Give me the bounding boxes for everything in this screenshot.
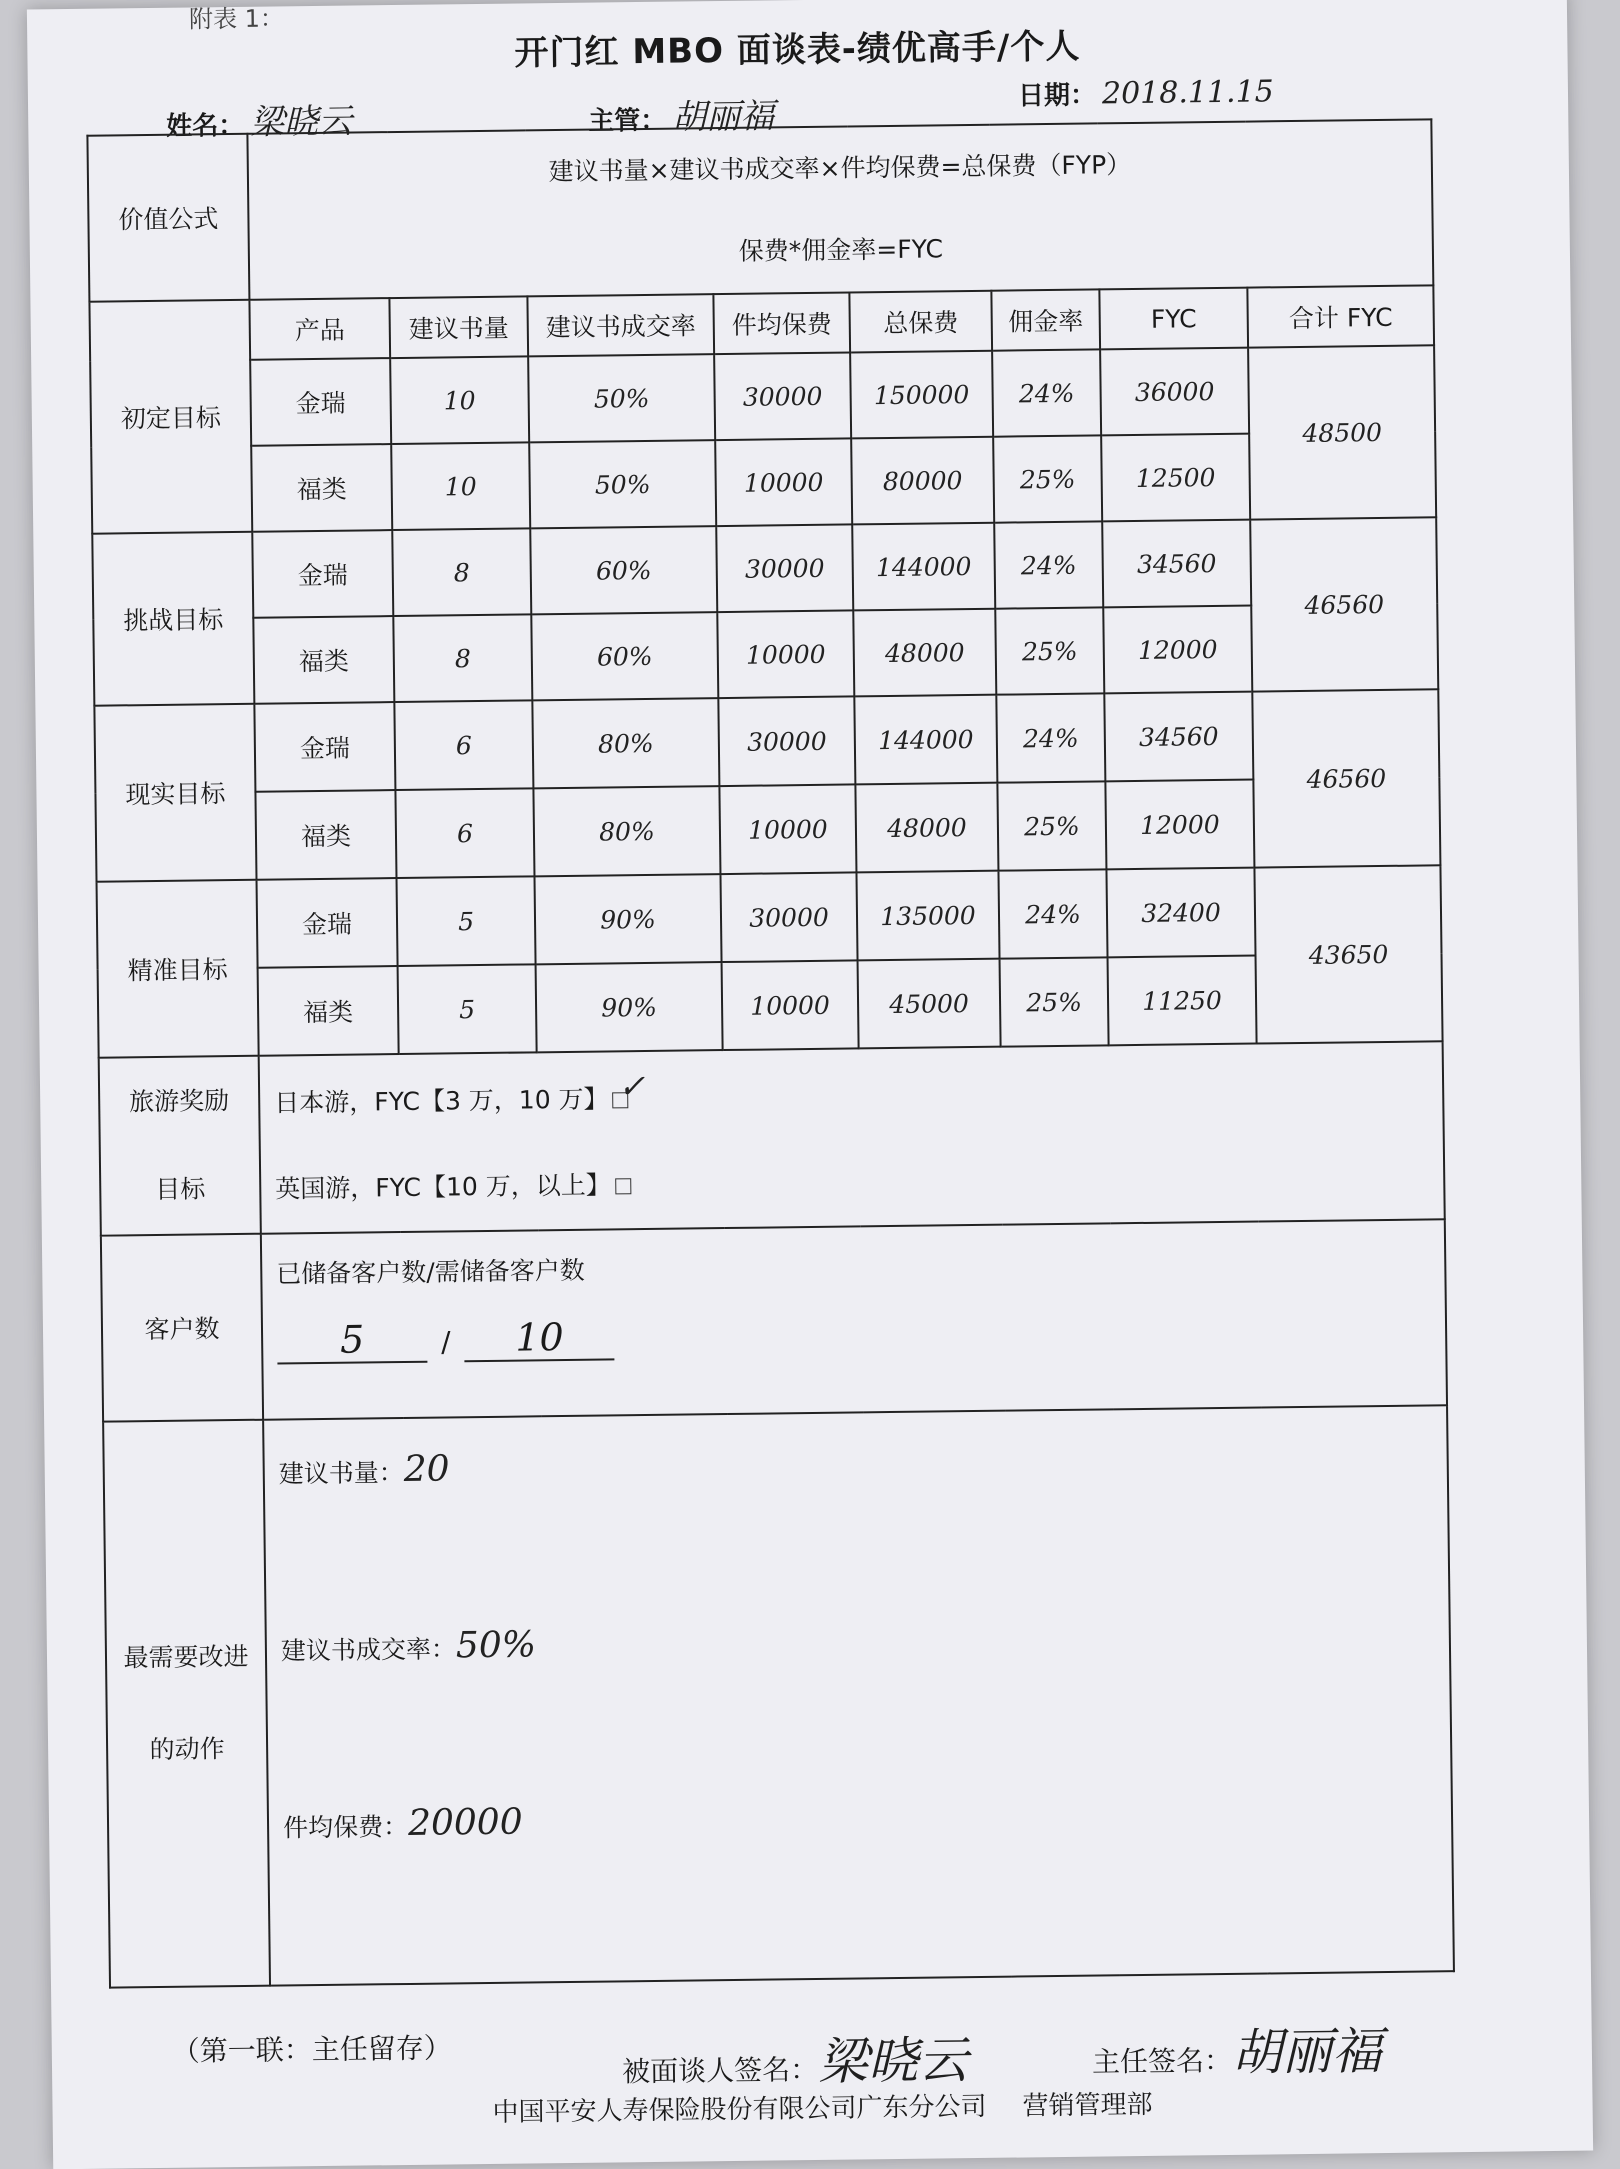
cell-rate: 80% [533,786,720,876]
cell-commission: 24% [998,869,1107,958]
cell-fyc: 11250 [1108,956,1257,1046]
date-value: 2018.11.15 [1101,74,1274,112]
clients-label: 客户数 [101,1234,263,1422]
improvement-content [263,1405,1454,1985]
cell-fyc: 12000 [1103,606,1252,694]
travel-options [259,1041,1445,1233]
cell-proposals: 6 [394,700,533,790]
cell-fyc: 12000 [1105,780,1254,870]
col-header-total-fyc: 合计 FYC [1247,285,1434,347]
clients-row [101,1219,1447,1421]
table-row [94,689,1439,793]
name-value: 梁晓云 [250,101,353,143]
col-header-proposals: 建议书量 [389,296,528,358]
cell-product: 金瑞 [257,878,398,968]
director-signature: 胡丽福 [1231,2022,1383,2082]
cell-product: 福类 [258,966,399,1056]
interviewee-label: 被面谈人签名： [621,2052,819,2089]
cell-avg-premium: 10000 [715,438,852,526]
cell-avg-premium: 30000 [720,872,857,962]
cell-fyc: 12500 [1101,434,1250,522]
table-row [92,517,1437,619]
improvement-item [283,1790,1451,1845]
improvement-label-line-2: 的动作 [149,1734,225,1765]
uk-checkbox[interactable] [615,1178,631,1194]
name-label: 姓名： [166,110,245,142]
cell-proposals: 10 [390,356,529,444]
director-signature-field [1091,2011,1382,2087]
cell-rate: 50% [529,440,716,528]
improvement-item-value: 20 [403,1448,450,1490]
cell-proposals: 5 [397,876,536,966]
improvement-item [278,1436,1446,1491]
cell-avg-premium: 10000 [717,610,854,698]
travel-label-line-1: 旅游奖励 [129,1086,230,1117]
cell-proposals: 6 [395,788,534,878]
cell-total-premium: 144000 [854,695,997,785]
cell-total-premium: 45000 [858,959,1001,1049]
cell-total-fyc: 46560 [1250,517,1438,691]
table-row [98,953,1443,1057]
improvement-item-label: 建议书量： [278,1457,404,1489]
cell-commission: 25% [993,435,1102,522]
improvement-item-label: 件均保费： [282,1811,409,1843]
table-row [93,603,1438,705]
cell-proposals: 8 [392,528,531,616]
clients-caption: 已储备客户数/需储备客户数 [276,1255,585,1289]
travel-label [99,1056,261,1236]
group-label-2: 挑战目标 [92,532,254,706]
improvement-item-value: 50% [455,1624,537,1667]
improvement-item [281,1613,1449,1668]
col-header-total-premium: 总保费 [849,291,992,353]
cell-proposals: 5 [398,964,537,1054]
cell-rate: 90% [534,874,721,964]
cell-total-premium: 135000 [856,871,999,961]
cell-rate: 80% [532,698,719,788]
cell-product: 福类 [255,790,396,880]
cell-commission: 24% [994,521,1103,608]
formula-line-1: 建议书量×建议书成交率×件均保费=总保费（FYP） [548,150,1132,187]
cell-total-fyc: 48500 [1248,345,1436,519]
cell-commission: 24% [992,349,1101,436]
col-header-avg-premium: 件均保费 [713,292,850,354]
col-header-rate: 建议书成交率 [527,294,714,356]
cell-product: 福类 [251,444,392,532]
interviewee-signature: 梁晓云 [817,2031,969,2091]
table-row [97,865,1442,969]
reserved-clients-value: 5 [277,1317,428,1365]
required-clients-value: 10 [464,1314,615,1362]
cell-product: 金瑞 [250,358,391,446]
travel-label-line-2: 目标 [155,1174,206,1205]
cell-avg-premium: 10000 [719,784,856,874]
improvement-item-label: 建议书成交率： [280,1634,457,1666]
clients-slash: / [440,1325,451,1359]
date-label: 日期： [1017,80,1097,112]
group-label-4: 精准目标 [97,880,259,1058]
cell-product: 金瑞 [254,702,395,792]
cell-rate: 50% [528,354,715,442]
form-title: 开门红 MBO 面谈表-绩优高手/个人 [514,26,1081,74]
department-name: 营销管理部 [1022,2089,1153,2122]
improvement-item-value: 20000 [407,1801,523,1844]
manager-value: 胡丽福 [672,96,775,138]
improvement-label [103,1420,270,1988]
cell-fyc: 34560 [1104,692,1253,782]
col-header-commission: 佣金率 [991,289,1100,350]
cell-total-fyc: 46560 [1252,689,1440,867]
col-header-product: 产品 [249,298,390,360]
cell-fyc: 36000 [1100,348,1249,436]
col-header-fyc: FYC [1099,288,1248,350]
cell-total-premium: 80000 [851,437,994,525]
director-label: 主任签名： [1091,2043,1233,2079]
cell-avg-premium: 10000 [722,960,859,1050]
cell-commission: 25% [997,781,1106,870]
improvement-label-line-1: 最需要改进 [123,1641,249,1673]
manager-label: 主管： [588,105,667,137]
cell-commission: 25% [1000,957,1109,1046]
cell-avg-premium: 30000 [714,352,851,440]
travel-option-uk-label: 英国游，FYC【10 万，以上】 [275,1169,611,1204]
cell-proposals: 8 [393,614,532,702]
clients-content [261,1219,1447,1419]
travel-option-japan-label: 日本游，FYC【3 万，10 万】 [274,1083,609,1118]
cell-avg-premium: 30000 [716,524,853,612]
clients-values [277,1304,1446,1364]
formula-row [87,119,1433,301]
cell-avg-premium: 30000 [718,696,855,786]
cell-fyc: 34560 [1102,520,1251,608]
group-label-1: 初定目标 [89,300,252,534]
company-name: 中国平安人寿保险股份有限公司广东分公司 [492,2091,987,2128]
check-mark-icon: ✓ [618,1066,646,1105]
cell-product: 福类 [253,616,394,704]
table-row [91,431,1436,533]
cell-rate: 60% [530,526,717,614]
cell-fyc: 32400 [1106,868,1255,958]
cell-total-premium: 150000 [850,351,993,439]
table-row [90,345,1435,447]
copy-note: （第一联：主任留存） [171,2031,453,2068]
cell-commission: 24% [996,693,1105,782]
mbo-form-table [86,118,1455,1988]
cell-total-fyc: 43650 [1254,865,1442,1043]
travel-row [99,1041,1445,1235]
travel-option-japan [260,1043,1443,1146]
cell-total-premium: 48000 [853,609,996,697]
table-row [95,777,1440,881]
cell-product: 金瑞 [252,530,393,618]
cell-proposals: 10 [391,442,530,530]
formula-content [247,119,1433,299]
formula-line-2: 保费*佣金率=FYC [738,234,944,266]
date-field [1018,72,1274,112]
travel-option-uk [261,1132,1444,1232]
appendix-label: 附表 1： [188,4,285,34]
cell-rate: 60% [531,612,718,700]
group-label-3: 现实目标 [94,704,256,882]
improvement-row [103,1405,1454,1987]
cell-total-premium: 144000 [852,523,995,611]
cell-commission: 25% [995,607,1104,694]
form-paper [27,0,1593,2169]
cell-rate: 90% [536,962,723,1052]
interviewee-signature-field [622,2020,969,2096]
cell-total-premium: 48000 [855,783,998,873]
formula-label: 价值公式 [87,134,249,302]
